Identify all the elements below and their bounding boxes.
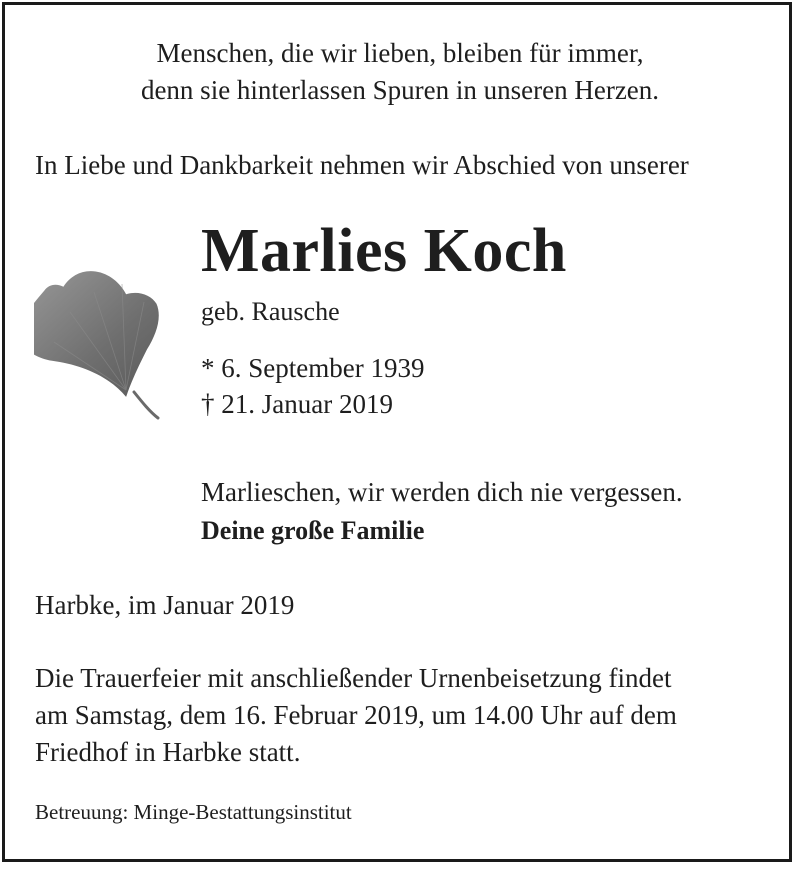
death-date: † 21. Januar 2019: [201, 389, 393, 419]
funeral-home: Betreuung: Minge-Bestattungsinstitut: [35, 800, 352, 824]
ginkgo-leaf-icon: [34, 262, 164, 422]
funeral-line-1: Die Trauerfeier mit anschließender Urnenbeisetzung findet: [35, 663, 672, 693]
obituary-frame: [2, 2, 792, 862]
farewell-message: Marlieschen, wir werden dich nie vergessen.: [201, 477, 683, 507]
place-date: Harbke, im Januar 2019: [35, 590, 295, 620]
motto-line-1: Menschen, die wir lieben, bleiben für immer,: [156, 38, 644, 68]
funeral-line-3: Friedhof in Harbke statt.: [35, 737, 301, 767]
intro-text: In Liebe und Dankbarkeit nehmen wir Abschied von unserer: [35, 150, 689, 180]
deceased-name: Marlies Koch: [201, 217, 567, 285]
birth-date: * 6. September 1939: [201, 353, 425, 383]
funeral-line-2: am Samstag, dem 16. Februar 2019, um 14.00 Uhr auf dem: [35, 700, 677, 730]
maiden-name: geb. Rausche: [201, 297, 340, 326]
family-signature: Deine große Familie: [201, 516, 425, 545]
motto-line-2: denn sie hinterlassen Spuren in unseren Herzen.: [140, 75, 660, 105]
